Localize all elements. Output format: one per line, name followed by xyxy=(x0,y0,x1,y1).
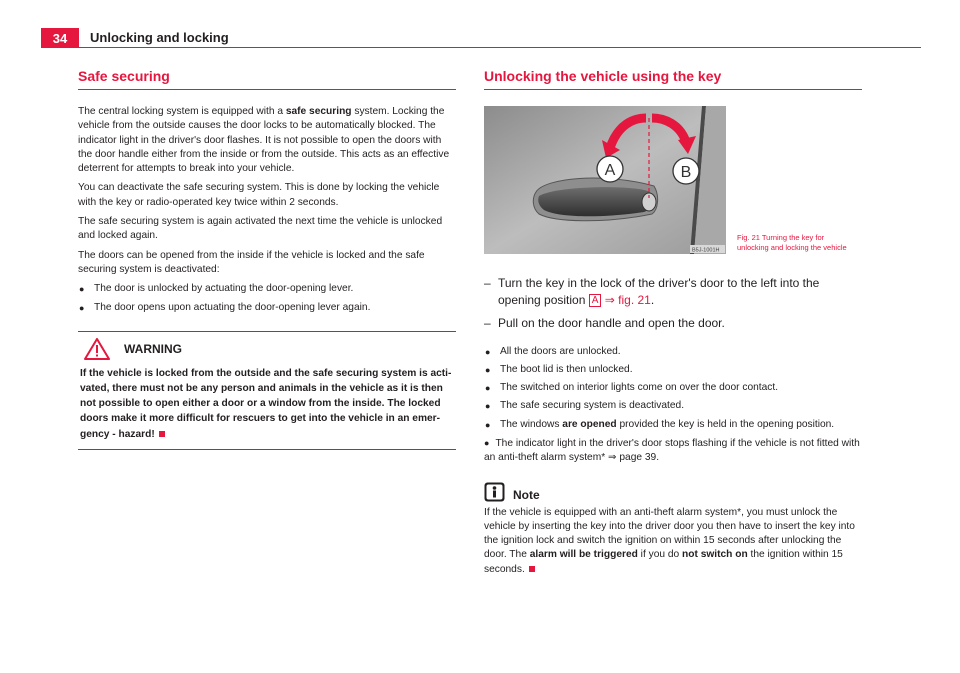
section-heading-unlocking: Unlocking the vehicle using the key xyxy=(484,68,862,90)
dash-icon: – xyxy=(484,316,491,330)
page-number: 34 xyxy=(41,28,79,48)
bullet-icon: ● xyxy=(485,364,491,375)
bullet-icon: ● xyxy=(485,419,491,430)
bullet-icon: ● xyxy=(485,346,491,357)
header-rule xyxy=(41,47,921,48)
instruction-step: – Turn the key in the lock of the driver's door to the left into the opening position A ⇒ fig. 21. xyxy=(484,276,820,307)
figure-label-a: A xyxy=(604,162,616,179)
paragraph: The doors can be opened from the inside if the vehicle is locked and the safe securing system is deactivated: xyxy=(78,249,425,275)
door-handle-illustration xyxy=(484,106,726,254)
warning-title: WARNING xyxy=(124,341,182,356)
list-item: ● The switched on interior lights come on over the door contact. xyxy=(484,381,862,395)
end-square-icon xyxy=(529,566,535,572)
figure-link[interactable]: ⇒ fig. 21 xyxy=(604,292,651,307)
note-text: If the vehicle is equipped with an anti-theft alarm system*, you must unlock the vehicle by inserting the key into the driver door you then have to insert the key into the ignition lock and switch the ignition on within 15 seconds after unlocking the door. The alarm will be triggered if you do not switch on the ignition within 15 seconds. xyxy=(484,506,855,575)
bullet-icon: ● xyxy=(79,302,85,313)
bullet-icon: ● xyxy=(79,284,85,295)
instruction-step: – Pull on the door handle and open the door. xyxy=(484,316,725,330)
warning-text: If the vehicle is locked from the outside and the safe securing system is acti-vated, there must not be any person and animals in the vehicle as it is then not possible to open either a door or a window from the inside. The locked doors make it more difficult for rescuers to get into the vehicle in an emer-gency - hazard! xyxy=(80,367,452,440)
chapter-title: Unlocking and locking xyxy=(90,30,229,45)
note-title: Note xyxy=(513,487,540,502)
list-item: ● The door opens upon actuating the door-opening lever again. xyxy=(78,301,456,315)
note-info-icon xyxy=(484,482,505,502)
paragraph: You can deactivate the safe securing system. This is done by locking the vehicle with the key or radio-operated key twice within 2 seconds. xyxy=(78,182,440,208)
list-item: ● The indicator light in the driver's door stops flashing if the vehicle is not fitted with an anti-theft alarm system* ⇒ page 39. xyxy=(484,437,860,464)
bullet-icon: ● xyxy=(485,383,491,394)
list-item: ● The door is unlocked by actuating the door-opening lever. xyxy=(78,282,456,296)
figure-caption: Fig. 21 Turning the key for unlocking and locking the vehicle xyxy=(737,233,847,252)
list-item: ● The boot lid is then unlocked. xyxy=(484,363,862,377)
end-square-icon xyxy=(159,431,165,437)
warning-box xyxy=(78,331,456,450)
warning-triangle-icon xyxy=(84,338,110,360)
position-ref-a: A xyxy=(589,294,602,307)
list-item: ● All the doors are unlocked. xyxy=(484,345,862,359)
note-header xyxy=(484,482,862,502)
bullet-icon: ● xyxy=(485,401,491,412)
bullet-icon: ● xyxy=(484,437,490,448)
list-item: ● The windows are opened provided the key is held in the opening position. xyxy=(484,418,862,432)
figure xyxy=(484,106,862,254)
paragraph: The safe securing system is again activated the next time the vehicle is unlocked and locked again. xyxy=(78,216,443,242)
figure-label-b: B xyxy=(680,164,692,181)
right-column xyxy=(484,68,862,577)
paragraph: The central locking system is equipped with a safe securing system. Locking the vehicle from the outside causes the door locks to be automatically blocked. The indicator light in the driver's door flashes. It is not possible to open the doors with the door handle either from the inside or from the outside. This acts as an effective deterrent for attempts to break into your vehicle. xyxy=(78,106,450,175)
left-column xyxy=(78,68,456,450)
figure-code: B5J-1001H xyxy=(692,247,720,254)
dash-icon: – xyxy=(484,276,491,290)
list-item: ● The safe securing system is deactivated. xyxy=(484,399,862,413)
section-heading-safe-securing: Safe securing xyxy=(78,68,456,90)
